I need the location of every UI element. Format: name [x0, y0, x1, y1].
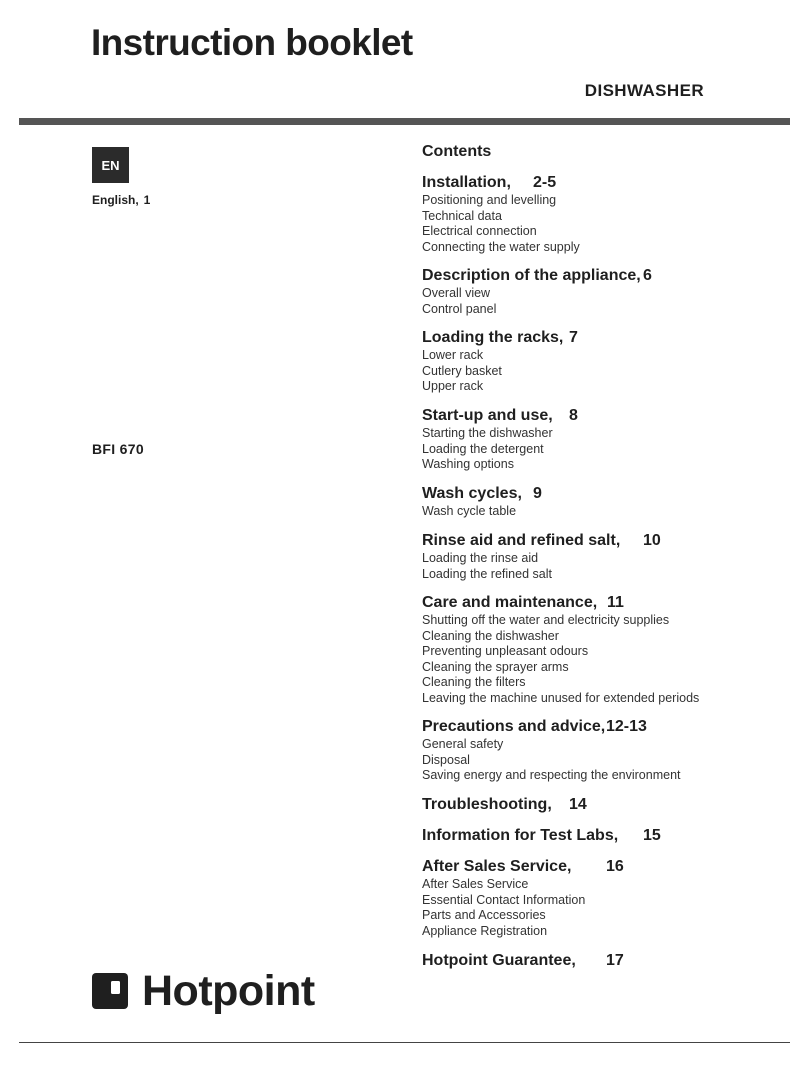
toc-item: Positioning and levelling	[422, 193, 557, 207]
toc-item: Loading the refined salt	[422, 566, 552, 581]
toc-item: Electrical connection	[422, 224, 537, 239]
toc-item: Preventing unpleasant odours	[422, 644, 589, 659]
toc-section-title: Precautions and advice,	[422, 718, 606, 735]
toc-section[interactable]	[422, 173, 792, 255]
toc-section-pages: 14	[569, 796, 587, 813]
toc-item: Essential Contact Information	[422, 892, 586, 907]
toc-section-title: Troubleshooting,	[422, 796, 552, 813]
toc-section[interactable]	[422, 795, 792, 815]
toc-section-title: Wash cycles,	[422, 485, 522, 502]
toc-item: Shutting off the water and electricity supplies	[422, 613, 670, 627]
toc-item: General safety	[422, 737, 504, 751]
toc-section[interactable]	[422, 826, 792, 846]
language-line	[92, 193, 150, 207]
toc-item: Disposal	[422, 752, 470, 767]
toc-section-pages: 17	[606, 952, 624, 969]
toc-item: Starting the dishwasher	[422, 426, 553, 440]
toc-section-pages: 11	[607, 594, 624, 611]
brand-logo	[92, 966, 315, 1016]
bottom-divider	[19, 1042, 790, 1043]
toc-section-title: Information for Test Labs,	[422, 827, 619, 844]
toc-section-pages: 6	[643, 267, 652, 284]
toc-item: Wash cycle table	[422, 504, 517, 518]
language-badge[interactable]: EN	[92, 147, 129, 183]
toc-item: Cutlery basket	[422, 363, 502, 378]
toc-section-pages: 2-5	[533, 174, 557, 191]
toc-item: Connecting the water supply	[422, 239, 580, 254]
language-name: English,	[92, 193, 139, 207]
toc-section-title: Hotpoint Guarantee,	[422, 952, 576, 969]
toc-item: Technical data	[422, 208, 502, 223]
toc-item: Cleaning the dishwasher	[422, 628, 559, 643]
table-of-contents	[422, 0, 792, 1091]
brand-name: Hotpoint	[142, 966, 315, 1015]
toc-section[interactable]	[422, 531, 792, 582]
product-type: DISHWASHER	[584, 81, 704, 100]
toc-item: Parts and Accessories	[422, 908, 546, 923]
toc-section[interactable]	[422, 266, 792, 317]
toc-item: Lower rack	[422, 348, 484, 362]
toc-section-title: Installation,	[422, 174, 511, 191]
toc-section-pages: 8	[569, 407, 578, 424]
language-page: 1	[143, 193, 151, 207]
toc-item: After Sales Service	[422, 877, 529, 891]
toc-section[interactable]	[422, 406, 792, 473]
toc-section-title: After Sales Service,	[422, 858, 572, 875]
toc-section-pages: 7	[569, 329, 578, 346]
toc-section-title: Rinse aid and refined salt,	[422, 532, 621, 549]
toc-section[interactable]	[422, 951, 792, 971]
toc-section[interactable]	[422, 717, 792, 784]
toc-section-title: Care and maintenance,	[422, 594, 598, 611]
toc-section-title: Description of the appliance,	[422, 267, 641, 284]
toc-section-pages: 9	[533, 485, 542, 502]
toc-item: Leaving the machine unused for extended periods	[422, 690, 700, 705]
contents-heading: Contents	[422, 143, 492, 160]
toc-item: Washing options	[422, 457, 514, 472]
toc-section-title: Loading the racks,	[422, 329, 564, 346]
document-title: Instruction booklet	[91, 22, 413, 63]
toc-item: Loading the detergent	[422, 441, 544, 456]
toc-section-pages: 16	[606, 858, 624, 875]
toc-section[interactable]	[422, 593, 792, 707]
toc-item: Appliance Registration	[422, 923, 548, 938]
toc-item: Loading the rinse aid	[422, 551, 539, 565]
model-number: BFI 670	[92, 441, 144, 457]
toc-section-pages: 12-13	[606, 718, 647, 735]
toc-section-pages: 10	[643, 532, 661, 549]
toc-section[interactable]	[422, 328, 792, 395]
toc-item: Control panel	[422, 301, 497, 316]
toc-item: Overall view	[422, 286, 491, 300]
toc-item: Upper rack	[422, 379, 484, 394]
toc-section[interactable]	[422, 857, 792, 939]
toc-section[interactable]	[422, 484, 792, 520]
toc-item: Cleaning the filters	[422, 675, 526, 690]
toc-item: Saving energy and respecting the environment	[422, 768, 681, 783]
toc-section-pages: 15	[643, 827, 661, 844]
toc-section-title: Start-up and use,	[422, 407, 553, 424]
toc-item: Cleaning the sprayer arms	[422, 659, 569, 674]
hotpoint-logo-icon	[92, 973, 128, 1009]
